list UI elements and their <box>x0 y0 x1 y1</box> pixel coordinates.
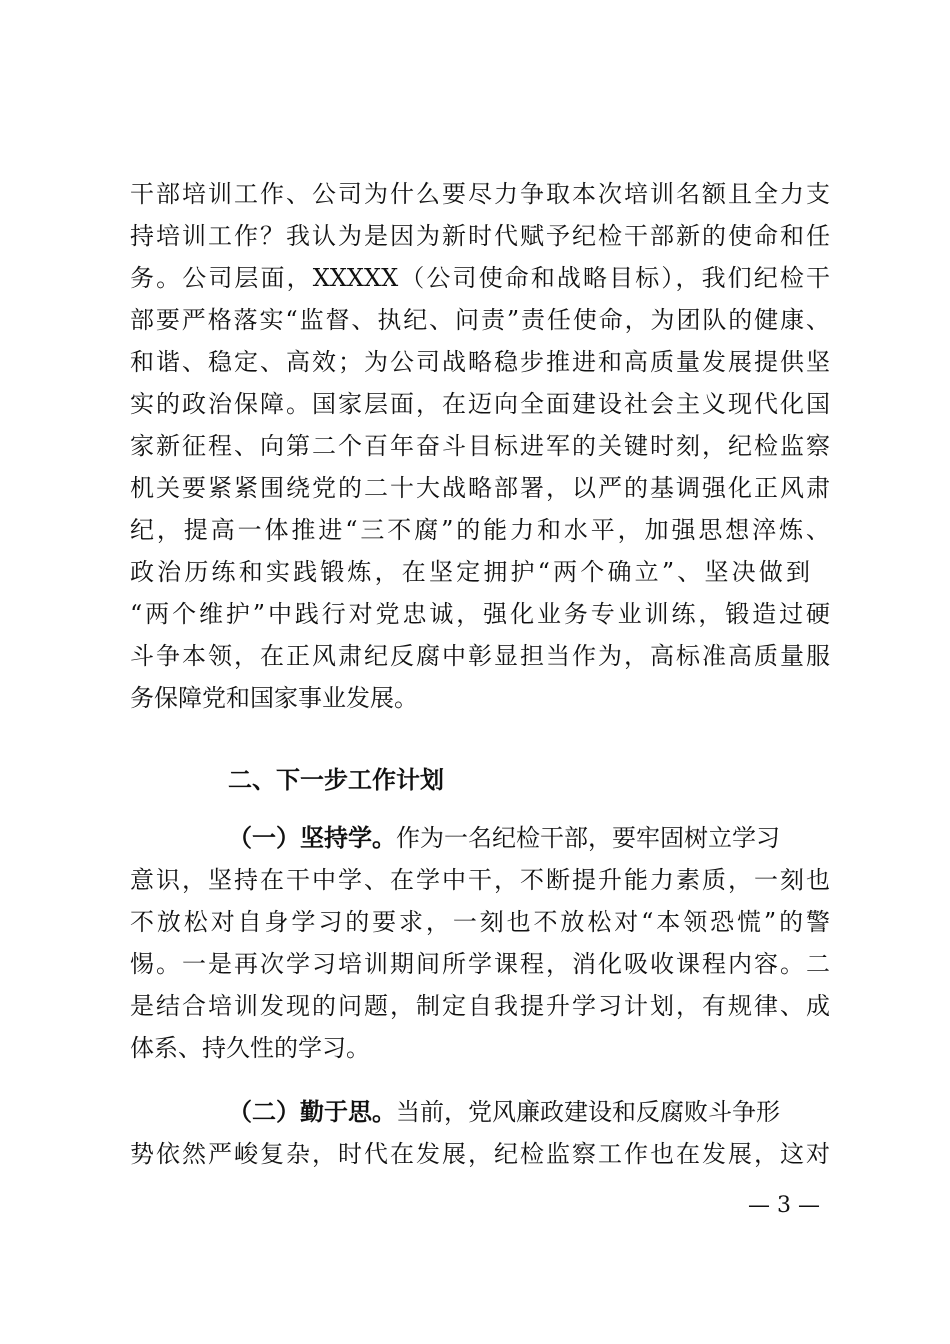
page-number: — 3 — <box>748 1193 820 1218</box>
body-line: 家新征程、向第二个百年奋斗目标进军的关键时刻，纪检监察 <box>130 432 830 460</box>
subsection-title: （二）勤于思。 <box>228 1097 396 1126</box>
body-line: 政治历练和实践锻炼，在坚定拥护“两个确立”、坚决做到 <box>130 558 810 586</box>
body-line: 不放松对自身学习的要求，一刻也不放松对“本领恐慌”的警 <box>130 908 830 936</box>
body-line: 势依然严峻复杂，时代在发展，纪检监察工作也在发展，这对 <box>130 1140 830 1168</box>
section-heading: 二、下一步工作计划 <box>228 766 444 794</box>
body-line: 惕。一是再次学习培训期间所学课程，消化吸收课程内容。二 <box>130 950 830 978</box>
body-line: 纪，提高一体推进“三不腐”的能力和水平，加强思想淬炼、 <box>130 516 830 544</box>
body-line: 斗争本领，在正风肃纪反腐中彰显担当作为，高标准高质量服 <box>130 642 830 670</box>
body-line: 务保障党和国家事业发展。 <box>130 684 418 712</box>
body-line: 实的政治保障。国家层面，在迈向全面建设社会主义现代化国 <box>130 390 830 418</box>
body-line: 务。公司层面，XXXXX（公司使命和战略目标），我们纪检干 <box>130 264 830 292</box>
body-line: 机关要紧紧围绕党的二十大战略部署，以严的基调强化正风肃 <box>130 474 830 502</box>
subsection-first-line <box>228 1092 830 1132</box>
body-line: 是结合培训发现的问题，制定自我提升学习计划，有规律、成 <box>130 992 830 1020</box>
body-line: 体系、持久性的学习。 <box>130 1034 370 1062</box>
body-text: 作为一名纪检干部，要牢固树立学习 <box>396 824 780 852</box>
body-line: 和谐、稳定、高效；为公司战略稳步推进和高质量发展提供坚 <box>130 348 830 376</box>
subsection-first-line <box>228 818 830 858</box>
body-line: 干部培训工作、公司为什么要尽力争取本次培训名额且全力支 <box>130 180 830 208</box>
body-line: “两个维护”中践行对党忠诚，强化业务专业训练，锻造过硬 <box>130 600 830 628</box>
subsection-title: （一）坚持学。 <box>228 823 396 852</box>
body-line: 部要严格落实“监督、执纪、问责”责任使命，为团队的健康、 <box>130 306 830 334</box>
body-line: 持培训工作？我认为是因为新时代赋予纪检干部新的使命和任 <box>130 222 830 250</box>
body-line: 意识，坚持在干中学、在学中干，不断提升能力素质，一刻也 <box>130 866 830 894</box>
body-text: 当前，党风廉政建设和反腐败斗争形 <box>396 1098 780 1126</box>
